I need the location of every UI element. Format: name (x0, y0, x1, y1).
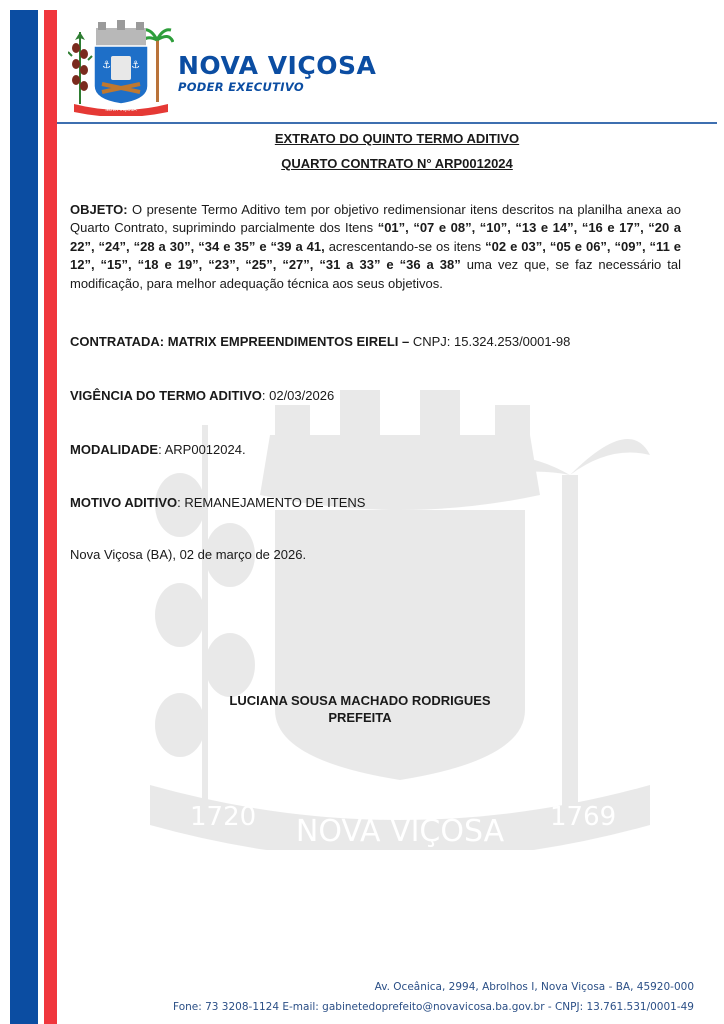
watermark-shield (275, 510, 525, 780)
objeto-items-added: “02 e 03”, “05 e 06”, “09”, “11 e 12”, “15”, “18 e 19”, “23”, “25”, “27”, “31 a 33” e “36 a 38” (70, 238, 681, 273)
watermark-year-right: 1769 (550, 802, 617, 832)
modalidade-label: MODALIDADE (70, 442, 159, 457)
signatory-name: LUCIANA SOUSA MACHADO RODRIGUES (229, 693, 491, 708)
motivo-field (70, 495, 365, 510)
watermark-ribbon: NOVA VIÇOSA (295, 814, 505, 849)
red-side-stripe (44, 10, 57, 1024)
coffee-branch-icon (68, 32, 92, 104)
signature-block (200, 692, 520, 726)
contratada-label: CONTRATADA (70, 334, 160, 349)
vigencia-field (70, 388, 334, 403)
svg-text:⚓: ⚓ (102, 60, 111, 71)
objeto-text-2: acrescentando-se os itens (324, 238, 486, 254)
brand-subtitle: PODER EXECUTIVO (178, 80, 304, 94)
objeto-paragraph (70, 201, 681, 293)
place-date: Nova Viçosa (BA), 02 de março de 2026. (70, 547, 307, 562)
footer-address: Av. Oceânica, 2994, Abrolhos I, Nova Viçosa - BA, 45920-000 (374, 981, 694, 993)
contratada-field (70, 334, 570, 349)
objeto-items-suppressed: “01”, “07 e 08”, “10”, “13 e 14”, “16 e 17”, “20 a 22”, “24”, “28 a 30”, “34 e 35” e “39 a 41, (70, 220, 681, 254)
svg-text:⚓: ⚓ (131, 60, 140, 71)
blue-side-stripe (10, 10, 38, 1024)
brand-block (178, 52, 376, 94)
vigencia-value: : 02/03/2026 (261, 388, 335, 403)
header-divider (57, 122, 717, 124)
modalidade-value: : ARP0012024. (158, 442, 246, 457)
modalidade-field (70, 442, 246, 457)
motivo-value: : REMANEJAMENTO DE ITENS (177, 495, 366, 510)
footer-contact: Fone: 73 3208-1124 E-mail: gabinetedoprefeito@novavicosa.ba.gov.br - CNPJ: 13.761.531/0001-49 (173, 1001, 694, 1013)
contratada-company: : MATRIX EMPREENDIMENTOS EIRELI – (159, 334, 410, 349)
objeto-text-3: uma vez que, se faz necessário tal modificação, para melhor adequação técnica aos seus objetivos. (70, 257, 681, 291)
contratada-cnpj: CNPJ: 15.324.253/0001-98 (409, 334, 571, 349)
coat-of-arms-logo (68, 20, 174, 116)
objeto-text-1: O presente Termo Aditivo tem por objetivo redimensionar itens descritos na planilha anexa ao Quarto Contrato, suprimindo parcialmente dos Itens (70, 202, 681, 236)
watermark-year-left: 1720 (190, 802, 257, 832)
objeto-label: OBJETO: (70, 202, 128, 217)
document-title: EXTRATO DO QUINTO TERMO ADITIVO (274, 131, 520, 146)
svg-text:NOVA VIÇOSA: NOVA VIÇOSA (105, 108, 137, 113)
crown-icon (96, 20, 146, 46)
brand-title: NOVA VIÇOSA (178, 51, 377, 80)
vigencia-label: VIGÊNCIA DO TERMO ADITIVO (70, 388, 262, 403)
motivo-label: MOTIVO ADITIVO (70, 495, 178, 510)
signatory-role: PREFEITA (328, 710, 392, 725)
document-subtitle: QUARTO CONTRATO N° ARP0012024 (281, 156, 513, 171)
